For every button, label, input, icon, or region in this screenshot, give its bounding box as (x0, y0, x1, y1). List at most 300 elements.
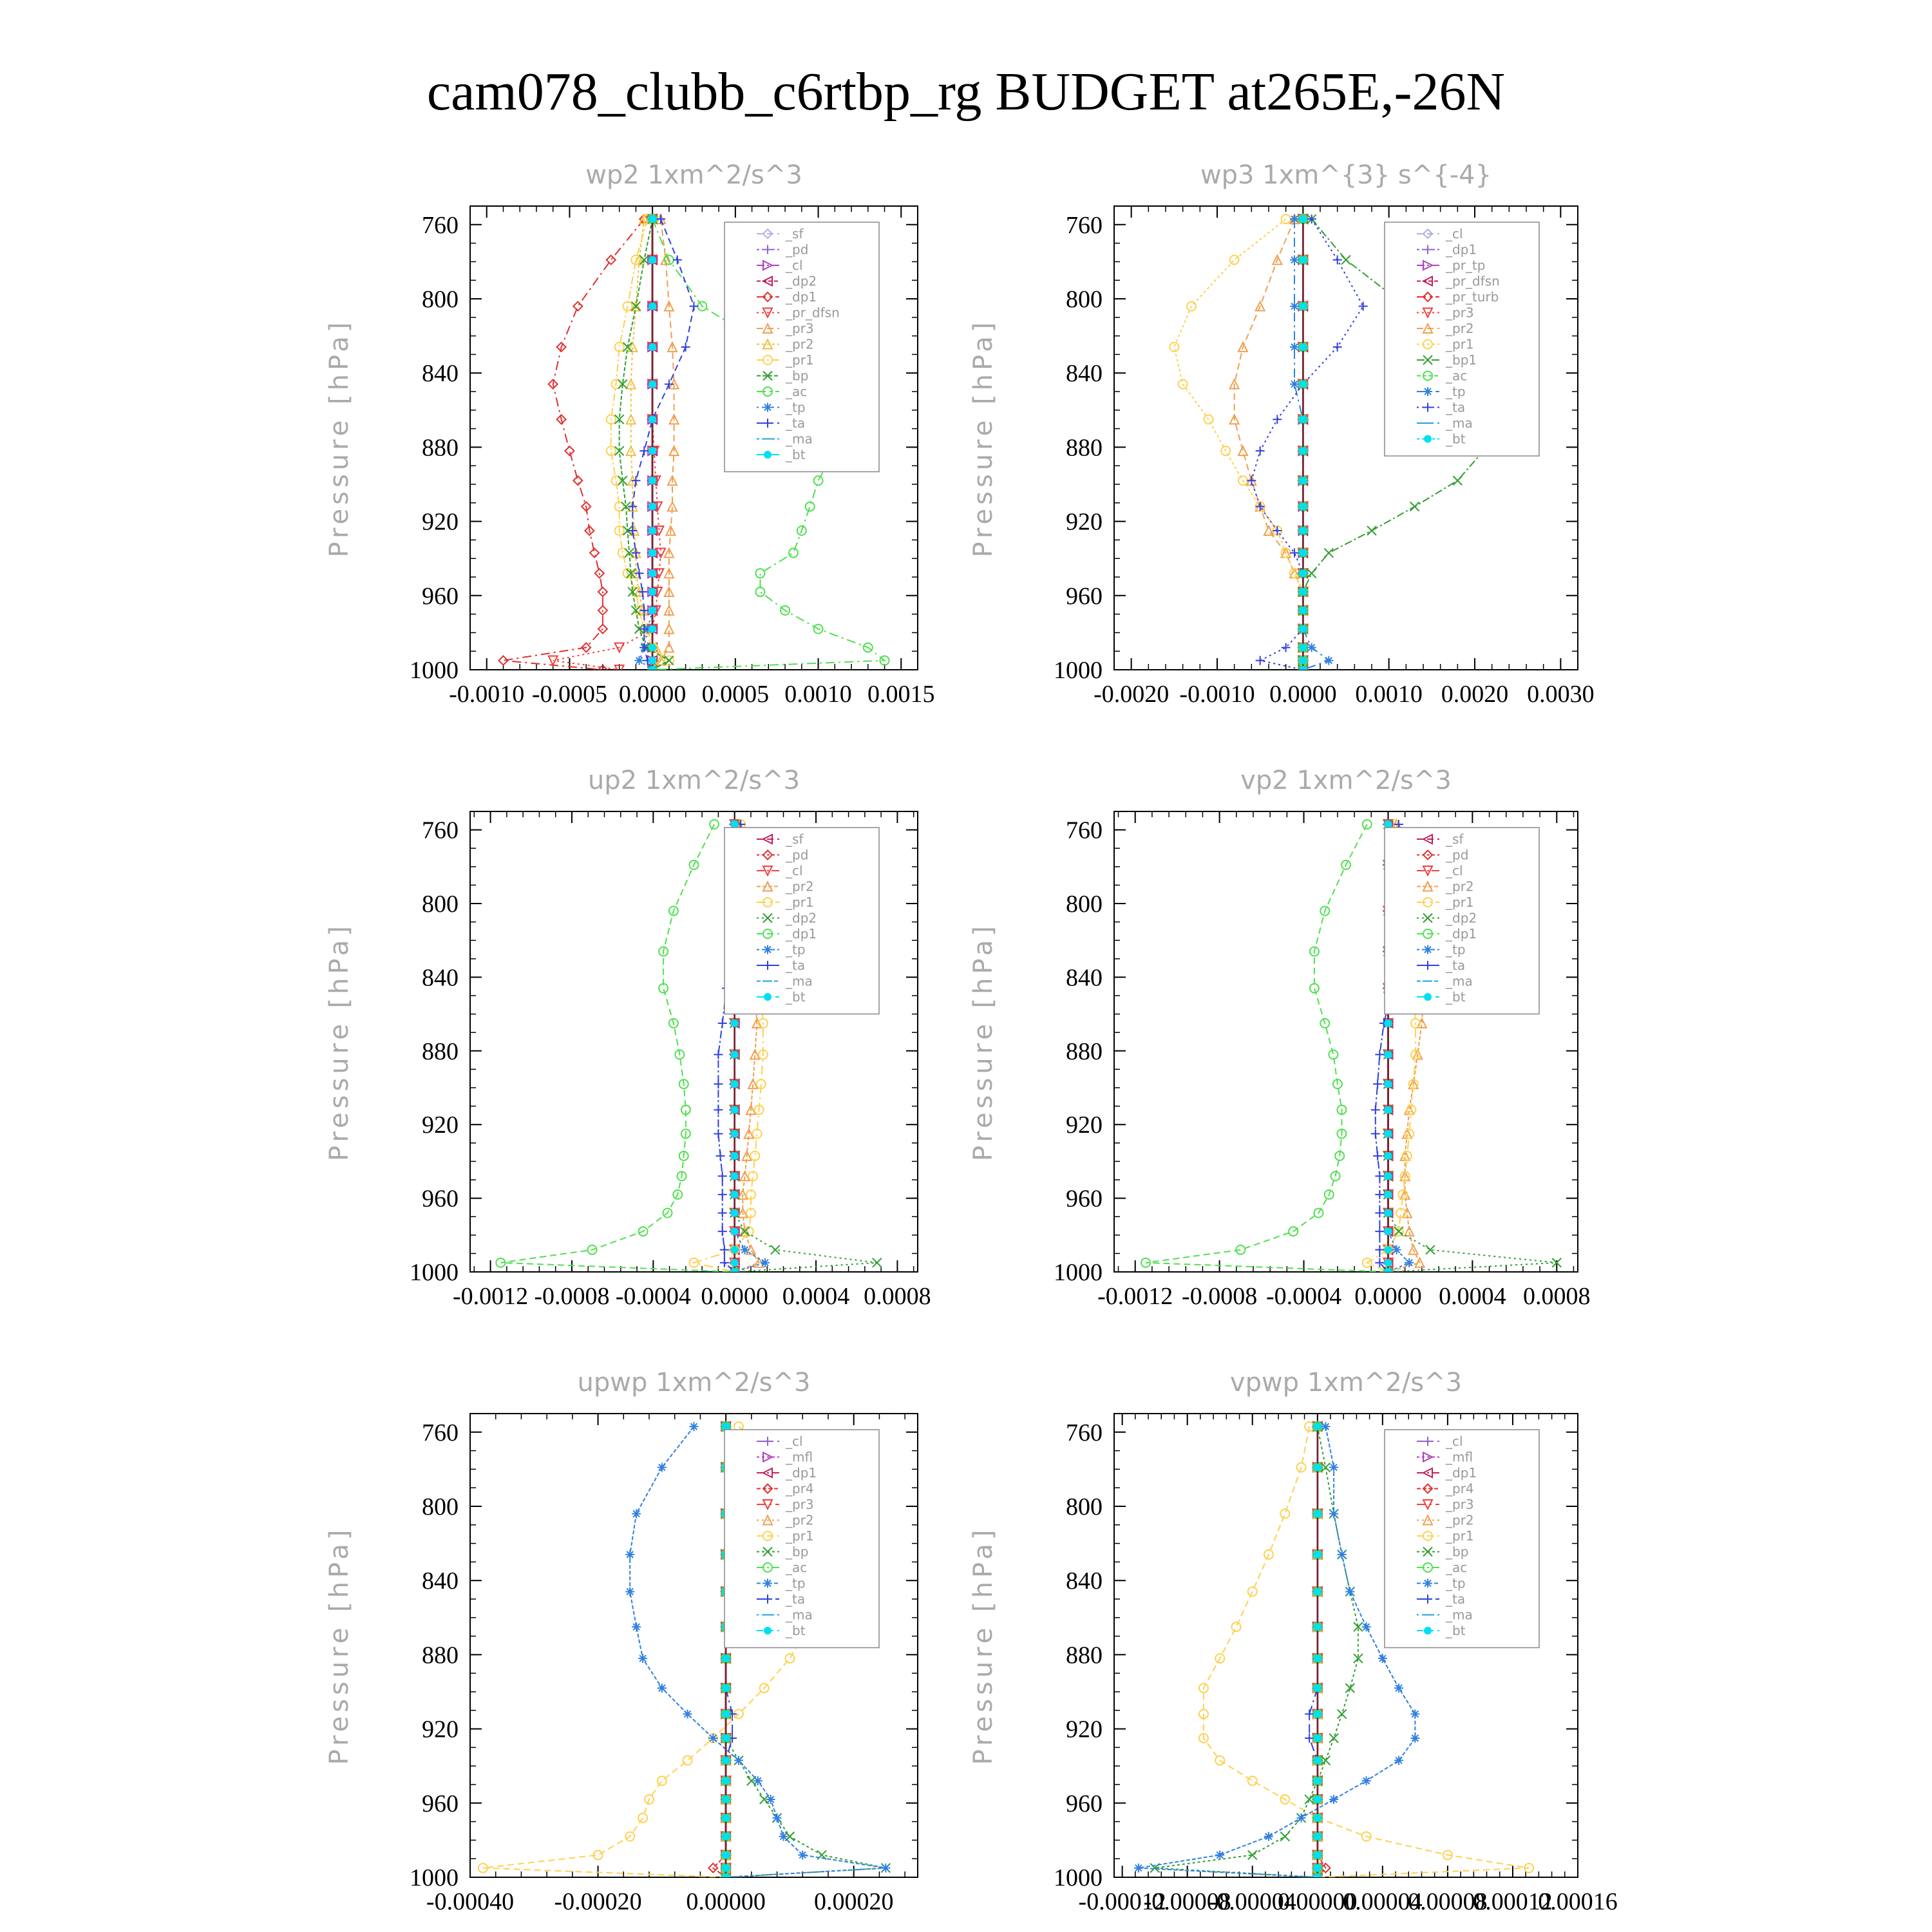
x-tick-label: 0.00004 (1343, 1888, 1423, 1915)
legend-entry: _pr3 (1446, 1497, 1474, 1512)
legend-entry: _pr2 (1446, 1512, 1474, 1528)
data-point (1299, 549, 1307, 557)
data-point (753, 1776, 762, 1785)
data-point (731, 1130, 739, 1138)
series-line-tp (1294, 219, 1329, 670)
panel-title: wp3 1xm^{3} s^{-4} (1200, 160, 1492, 190)
legend-marker (764, 993, 772, 1001)
legend-entry: _pr2 (1446, 321, 1474, 336)
data-point (731, 1172, 739, 1180)
data-point (1314, 1833, 1321, 1841)
data-point (1394, 1756, 1403, 1765)
data-point (690, 1422, 699, 1431)
data-point (1321, 1422, 1330, 1431)
legend-marker (1424, 993, 1432, 1001)
x-tick-label: 0.0004 (782, 1283, 850, 1310)
y-tick-label: 760 (1066, 1419, 1103, 1446)
data-point (1345, 1683, 1354, 1692)
data-point (722, 1864, 730, 1872)
data-point (565, 446, 574, 455)
data-point (673, 256, 682, 265)
x-tick-label: -0.0004 (1265, 1283, 1342, 1310)
series-line-bp (1155, 1426, 1358, 1877)
data-point (714, 1050, 723, 1059)
y-axis-label: Pressure [hPa] (969, 318, 998, 558)
x-tick-label: 0.0020 (1441, 681, 1509, 708)
data-point (714, 1105, 723, 1114)
x-tick-label: -0.00008 (1143, 1888, 1231, 1915)
data-point (755, 569, 764, 578)
y-tick-label: 760 (1066, 211, 1103, 239)
data-point (708, 1734, 717, 1743)
x-tick-label: 0.00008 (1408, 1888, 1488, 1915)
data-point (1314, 1710, 1321, 1718)
legend-entry: _pr2 (1446, 878, 1474, 895)
legend-marker (764, 1627, 772, 1634)
data-point (1264, 1832, 1273, 1841)
data-point (722, 1873, 730, 1881)
data-point (1314, 1551, 1321, 1558)
data-point (1299, 503, 1307, 511)
x-tick-label: -0.00012 (1078, 1888, 1166, 1915)
y-tick-label: 880 (422, 1037, 459, 1065)
chart-panel-6 (969, 1368, 1618, 1915)
data-point (1329, 1050, 1338, 1059)
legend (724, 222, 879, 472)
data-point (1256, 446, 1265, 455)
data-point (635, 656, 644, 665)
legend-entry: _bp (1446, 1544, 1469, 1560)
y-tick-label: 800 (422, 1493, 459, 1520)
data-point (1384, 1106, 1392, 1113)
data-point (690, 302, 699, 311)
data-point (1329, 1463, 1338, 1472)
data-point (649, 625, 656, 633)
y-tick-label: 800 (422, 286, 459, 313)
legend-entry: _pr_turb (1446, 289, 1499, 305)
y-tick-label: 1000 (410, 1259, 459, 1286)
legend-entry: _ac (786, 384, 808, 399)
data-point (766, 1795, 775, 1804)
x-tick-label: -0.0008 (1182, 1283, 1258, 1310)
x-tick-label: 0.0004 (1439, 1283, 1506, 1310)
x-tick-label: -0.00020 (554, 1888, 642, 1915)
data-point (1333, 256, 1342, 265)
y-tick-label: 960 (1066, 1185, 1103, 1213)
data-point (720, 1258, 729, 1267)
data-point (1299, 415, 1307, 423)
legend-entry: _ma (1446, 415, 1473, 431)
data-point (625, 1550, 634, 1559)
panels (325, 160, 1618, 1915)
legend-entry: _ta (786, 958, 806, 973)
legend-entry: _tp (1446, 1575, 1466, 1591)
data-point (1310, 984, 1319, 993)
data-point (1375, 1208, 1384, 1217)
legend-entry: _ma (786, 1607, 813, 1623)
data-point (1375, 1050, 1384, 1059)
chart-panel-1 (325, 160, 935, 708)
legend-marker (764, 451, 772, 459)
data-point (1375, 1227, 1384, 1236)
data-point (1329, 1510, 1338, 1519)
legend-entry: _ta (1446, 399, 1466, 415)
y-tick-label: 760 (422, 1419, 459, 1446)
x-tick-label: -0.00040 (426, 1888, 515, 1915)
legend-entry: _dp1 (1446, 242, 1477, 258)
legend-entry: _sf (786, 831, 804, 847)
legend-entry: _cl (1446, 226, 1463, 242)
data-point (649, 477, 656, 484)
data-point (1134, 1864, 1143, 1873)
x-tick-label: -0.0004 (615, 1283, 691, 1310)
legend-entry: _cl (786, 863, 803, 878)
series-line-pr2 (1235, 219, 1303, 670)
y-tick-label: 920 (422, 1112, 459, 1139)
legend (724, 828, 879, 1014)
legend-marker (1424, 1627, 1432, 1634)
data-point (731, 1106, 739, 1113)
legend-entry: _pr2 (786, 336, 814, 352)
data-point (683, 1710, 692, 1719)
data-point (649, 657, 656, 665)
y-axis-label: Pressure [hPa] (325, 922, 354, 1161)
legend-entry: _tp (1446, 384, 1466, 399)
legend-entry: _tp (786, 399, 806, 415)
data-point (731, 1051, 739, 1059)
y-axis-label: Pressure [hPa] (325, 1526, 354, 1765)
data-point (649, 549, 656, 557)
data-point (649, 447, 656, 455)
data-point (1373, 1079, 1382, 1088)
x-tick-label: -0.0012 (453, 1283, 529, 1310)
data-point (1410, 1710, 1419, 1719)
data-point (1299, 343, 1307, 351)
data-point (1384, 1246, 1392, 1254)
data-point (665, 379, 674, 388)
data-point (627, 415, 636, 424)
data-point (1371, 1130, 1380, 1139)
legend-entry: _bt (786, 989, 806, 1005)
data-point (1290, 256, 1299, 265)
data-point (1338, 1710, 1347, 1719)
data-point (1410, 502, 1419, 511)
legend (1385, 1430, 1539, 1648)
legend-entry: _tp (786, 1575, 806, 1591)
data-point (740, 1245, 749, 1255)
legend-entry: _ma (786, 431, 813, 447)
legend-entry: _pr3 (786, 321, 814, 336)
data-point (1170, 343, 1179, 352)
data-point (1290, 549, 1299, 558)
data-point (718, 1190, 727, 1199)
x-tick-label: 0.0000 (1269, 681, 1337, 708)
data-point (1405, 1258, 1414, 1267)
data-point (1314, 1684, 1321, 1692)
data-point (722, 1814, 730, 1822)
y-tick-label: 920 (422, 508, 459, 536)
data-point (1299, 380, 1307, 388)
legend-entry: _dp1 (786, 1465, 817, 1481)
data-point (1248, 1776, 1257, 1785)
legend-marker (763, 945, 772, 954)
series-line-pr4 (713, 1426, 726, 1877)
data-point (649, 215, 656, 223)
data-point (1314, 1510, 1321, 1518)
data-point (798, 1850, 807, 1859)
data-point (1273, 415, 1282, 424)
data-point (1362, 1776, 1371, 1785)
data-point (1299, 527, 1307, 535)
y-tick-label: 840 (422, 1567, 459, 1595)
y-tick-label: 760 (422, 211, 459, 239)
y-tick-label: 960 (422, 1185, 459, 1213)
legend-marker (1423, 945, 1432, 954)
data-point (1299, 643, 1307, 651)
data-point (1238, 446, 1247, 455)
y-axis-label: Pressure [hPa] (969, 922, 998, 1161)
x-tick-label: 0.0005 (701, 681, 770, 708)
data-point (632, 1510, 641, 1519)
y-tick-label: 1000 (410, 1864, 459, 1891)
data-point (1299, 625, 1307, 633)
legend-entry: _dp1 (786, 926, 817, 942)
data-point (1359, 302, 1368, 311)
data-point (731, 1259, 739, 1267)
data-point (1384, 1227, 1392, 1235)
data-point (1410, 1734, 1419, 1743)
legend-entry: _ac (786, 1560, 808, 1575)
legend-entry: _ta (786, 1591, 806, 1607)
legend-entry: _cl (1446, 1434, 1463, 1449)
data-point (1314, 1587, 1321, 1595)
data-point (734, 1756, 743, 1765)
y-tick-label: 1000 (1054, 1864, 1103, 1891)
y-tick-label: 880 (1066, 434, 1103, 462)
y-tick-label: 1000 (1054, 657, 1103, 684)
x-tick-label: 0.00000 (1278, 1888, 1358, 1915)
x-tick-label: -0.0020 (1094, 681, 1170, 708)
data-point (628, 526, 637, 535)
data-point (1314, 1623, 1321, 1631)
data-point (1324, 549, 1333, 558)
data-point (1282, 643, 1291, 652)
legend-entry: _mfl (1446, 1449, 1473, 1465)
data-point (658, 1776, 667, 1785)
x-tick-label: -0.0010 (1179, 681, 1255, 708)
legend-entry: _pr1 (786, 1528, 814, 1544)
y-tick-label: 840 (1066, 964, 1103, 992)
legend-marker (1423, 1579, 1432, 1588)
data-point (785, 1654, 794, 1663)
series-line-pr3 (652, 219, 674, 670)
data-point (1384, 1152, 1392, 1160)
legend-entry: _ma (1446, 1607, 1473, 1623)
legend-entry: _pr_tp (1446, 258, 1486, 273)
data-point (722, 1654, 730, 1662)
x-tick-label: -0.0008 (534, 1283, 610, 1310)
y-tick-label: 800 (1066, 286, 1103, 313)
chart-panel-2 (969, 160, 1595, 708)
data-point (1341, 256, 1350, 265)
legend-entry: _cl (786, 258, 803, 273)
data-point (1299, 303, 1307, 310)
data-point (1384, 820, 1392, 828)
panel-title: vpwp 1xm^2/s^3 (1229, 1368, 1463, 1397)
panel-title: wp2 1xm^2/s^3 (585, 160, 802, 190)
data-point (873, 1258, 882, 1267)
series-line-dp1 (504, 219, 645, 670)
x-tick-label: -0.0010 (449, 681, 525, 708)
data-point (731, 1209, 739, 1217)
data-point (665, 656, 674, 665)
y-tick-label: 880 (422, 1642, 459, 1669)
data-point (731, 1080, 739, 1088)
data-point (1280, 1510, 1289, 1519)
y-tick-label: 880 (1066, 1642, 1103, 1669)
data-point (573, 302, 582, 311)
data-point (722, 1757, 730, 1765)
legend-entry: _ac (1446, 1560, 1468, 1575)
data-point (1405, 1227, 1414, 1236)
legend-entry: _bp1 (1446, 352, 1477, 368)
legend-entry: _bt (786, 1623, 806, 1638)
data-point (1314, 1423, 1321, 1430)
x-tick-label: -0.0005 (531, 681, 608, 708)
series-line-dp1 (500, 824, 734, 1272)
x-tick-label: 0.00000 (686, 1888, 766, 1915)
data-point (1307, 643, 1316, 652)
legend-entry: _pr1 (1446, 1528, 1474, 1544)
legend-entry: _pd (786, 847, 809, 863)
data-point (1299, 477, 1307, 484)
legend-entry: _pr_dfsn (786, 305, 840, 321)
data-point (1453, 476, 1462, 485)
y-tick-label: 920 (1066, 1112, 1103, 1139)
data-point (1314, 1814, 1321, 1822)
data-point (1248, 1587, 1257, 1596)
y-tick-label: 880 (422, 434, 459, 462)
x-tick-label: 0.0000 (701, 1283, 768, 1310)
x-tick-label: 0.0008 (864, 1283, 931, 1310)
series-line-dp1 (1146, 824, 1388, 1272)
data-point (806, 502, 815, 511)
data-point (755, 587, 764, 596)
data-point (773, 1814, 782, 1823)
x-tick-label: -0.0012 (1097, 1283, 1173, 1310)
y-tick-label: 960 (422, 1790, 459, 1817)
legend-entry: _dp1 (786, 289, 817, 305)
data-point (1299, 666, 1307, 674)
data-point (722, 1734, 730, 1742)
legend-marker (1423, 387, 1432, 396)
data-point (752, 1130, 761, 1139)
data-point (649, 343, 656, 351)
series-line-tp (1139, 1426, 1415, 1877)
data-point (1314, 1851, 1321, 1859)
panel-title: upwp 1xm^2/s^3 (577, 1368, 811, 1397)
data-point (1384, 1051, 1392, 1059)
series-line-ta (632, 219, 694, 670)
data-point (681, 343, 690, 352)
data-point (714, 1079, 723, 1088)
data-point (649, 643, 656, 651)
x-tick-label: 0.0015 (867, 681, 935, 708)
data-point (716, 1151, 725, 1160)
legend-entry: _pr1 (1446, 336, 1474, 352)
data-point (1299, 657, 1307, 665)
data-point (779, 1832, 788, 1841)
legend-entry: _cl (786, 1434, 803, 1449)
data-point (628, 343, 637, 352)
x-tick-label: 0.00016 (1538, 1888, 1618, 1915)
data-point (722, 1795, 730, 1803)
data-point (649, 503, 656, 511)
legend-entry: _dp1 (1446, 1465, 1477, 1481)
y-tick-label: 920 (1066, 508, 1103, 536)
data-point (1290, 214, 1299, 223)
y-axis-label: Pressure [hPa] (969, 1526, 998, 1765)
y-tick-label: 920 (1066, 1716, 1103, 1743)
panel-title: up2 1xm^2/s^3 (587, 766, 800, 795)
series-line-pr_dfsn (553, 219, 661, 670)
legend-entry: _pr4 (1446, 1481, 1474, 1497)
y-tick-label: 760 (1066, 817, 1103, 844)
x-tick-label: 0.0000 (618, 681, 687, 708)
y-tick-label: 760 (422, 817, 459, 844)
legend-entry: _pr1 (1446, 895, 1474, 910)
data-point (1314, 1795, 1321, 1803)
data-point (1314, 1654, 1321, 1662)
data-point (1314, 1757, 1321, 1765)
legend (1385, 222, 1539, 456)
data-point (722, 1684, 730, 1692)
data-point (1231, 1622, 1240, 1631)
data-point (1290, 343, 1299, 352)
legend-marker (763, 1579, 772, 1588)
data-point (731, 1152, 739, 1160)
legend-entry: _pd (1446, 847, 1469, 863)
data-point (1373, 1151, 1382, 1160)
legend-entry: _bt (1446, 431, 1466, 447)
x-tick-label: 0.0008 (1523, 1283, 1591, 1310)
x-tick-label: 0.0030 (1527, 681, 1595, 708)
data-point (1329, 1734, 1338, 1743)
legend-marker (763, 403, 772, 412)
data-point (649, 666, 656, 674)
legend-entry: _ma (786, 973, 813, 989)
data-point (731, 1268, 739, 1276)
data-point (1384, 1130, 1392, 1138)
y-tick-label: 800 (1066, 891, 1103, 918)
y-tick-label: 800 (1066, 1493, 1103, 1520)
data-point (1371, 1105, 1380, 1114)
data-point (718, 1019, 727, 1028)
data-point (1280, 1832, 1289, 1841)
chart-panel-5 (325, 1368, 918, 1915)
legend-entry: _cl (1446, 863, 1463, 878)
data-point (1333, 343, 1342, 352)
data-point (722, 1851, 730, 1859)
data-point (649, 569, 656, 577)
data-point (1324, 656, 1333, 665)
data-point (714, 1130, 723, 1139)
legend-entry: _tp (786, 942, 806, 958)
legend-entry: _bt (1446, 989, 1466, 1005)
figure-title: cam078_clubb_c6rtbp_rg BUDGET at265E,-26N (426, 62, 1506, 122)
data-point (649, 256, 656, 264)
data-point (1297, 1814, 1306, 1823)
